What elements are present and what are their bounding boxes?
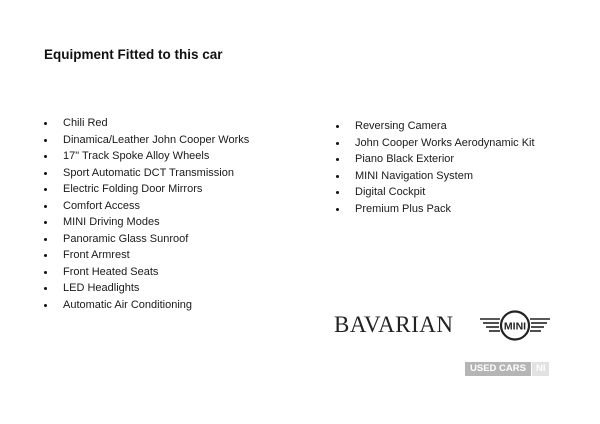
equipment-item: Comfort Access	[44, 198, 249, 215]
equipment-item: LED Headlights	[44, 280, 249, 297]
equipment-item: Dinamica/Leather John Cooper Works	[44, 132, 249, 149]
equipment-item: Digital Cockpit	[336, 184, 535, 201]
equipment-item: MINI Navigation System	[336, 168, 535, 185]
equipment-item: MINI Driving Modes	[44, 214, 249, 231]
equipment-list-left	[44, 115, 249, 313]
used-cars-region: NI	[532, 362, 550, 376]
equipment-item: Premium Plus Pack	[336, 201, 535, 218]
mini-logo-text: MINI	[503, 320, 527, 333]
used-cars-label: USED CARS	[465, 362, 531, 376]
used-cars-badge	[465, 362, 549, 376]
equipment-item: Electric Folding Door Mirrors	[44, 181, 249, 198]
equipment-item: Front Heated Seats	[44, 264, 249, 281]
equipment-item: Panoramic Glass Sunroof	[44, 231, 249, 248]
equipment-item: Automatic Air Conditioning	[44, 297, 249, 314]
equipment-heading: Equipment Fitted to this car	[44, 47, 223, 62]
equipment-item: 17" Track Spoke Alloy Wheels	[44, 148, 249, 165]
equipment-item: Reversing Camera	[336, 118, 535, 135]
equipment-item: Chili Red	[44, 115, 249, 132]
equipment-item: Piano Black Exterior	[336, 151, 535, 168]
equipment-item: John Cooper Works Aerodynamic Kit	[336, 135, 535, 152]
equipment-item: Sport Automatic DCT Transmission	[44, 165, 249, 182]
equipment-list-right	[336, 118, 535, 217]
dealer-name: BAVARIAN	[334, 312, 454, 337]
equipment-item: Front Armrest	[44, 247, 249, 264]
mini-logo	[478, 309, 552, 343]
